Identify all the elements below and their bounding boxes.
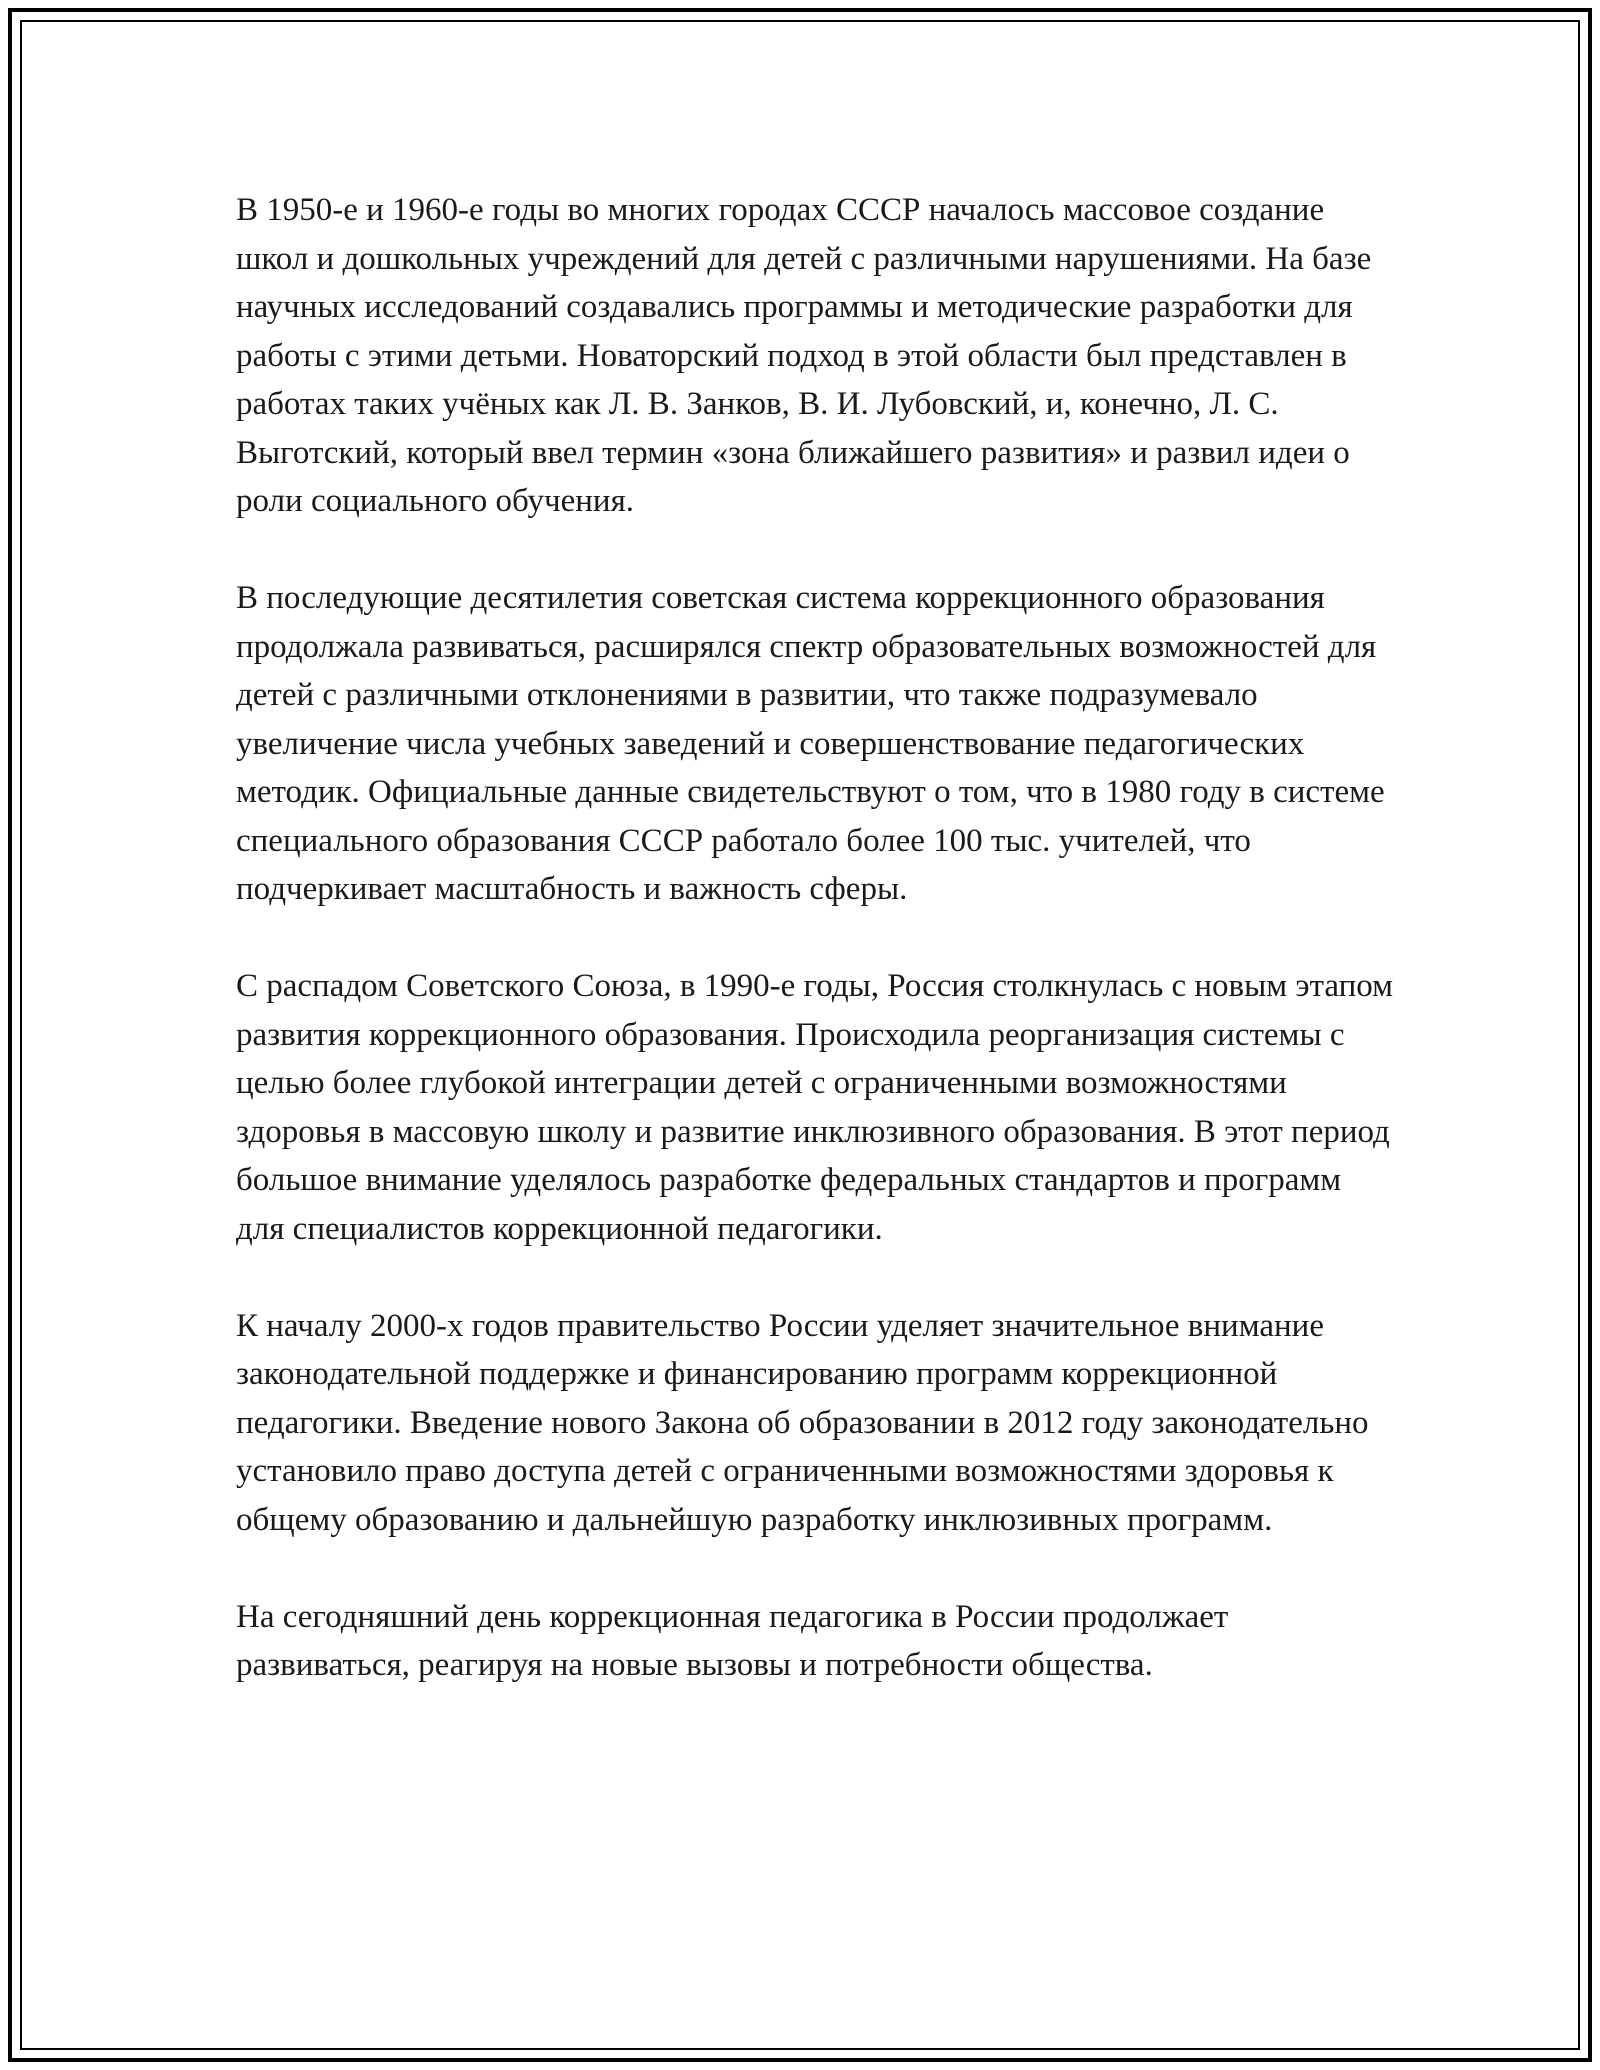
paragraph-1990s: С распадом Советского Союза, в 1990-е годы, Россия столкнулась с новым этапом развития коррекционного образования. Происходила реорганизация системы с целью более глубокой интеграции детей с ограниченными возможностями здоровья в массовую школу и развитие инклюзивного образования. В этот период большое внимание уделялось разработке федеральных стандартов и программ для специалистов коррекционной педагогики. <box>236 968 1394 1247</box>
paragraph-2000s: К началу 2000-х годов правительство России уделяет значительное внимание законодательной поддержке и финансированию программ коррекционной педагогики. Введение нового Закона об образовании в 2012 году законодательно установило право доступа детей с ограниченными возможностями здоровья к общему образованию и дальнейшую разработку инклюзивных программ. <box>236 1307 1369 1538</box>
paragraph-later-decades: В последующие десятилетия советская система коррекционного образования продолжала развиваться, расширялся спектр образовательных возможностей для детей с различными отклонениями в развитии, что также подразумевало увеличение числа учебных заведений и совершенствование педагогических методик. Официальные данные свидетельствуют о том, что в 1980 году в системе специального образования СССР работало более 100 тыс. учителей, что подчеркивает масштабность и важность сферы. <box>236 580 1385 907</box>
document-body <box>236 186 1396 1690</box>
paragraph-1950s-1960s: В 1950-е и 1960-е годы во многих городах СССР началось массовое создание школ и дошкольных учреждений для детей с различными нарушениями. На базе научных исследований создавались программы и методические разработки для работы с этими детьми. Новаторский подход в этой области был представлен в работах таких учёных как Л. В. Занков, В. И. Лубовский, и, конечно, Л. С. Выготский, который ввел термин «зона ближайшего развития» и развил идеи о роли социального обучения. <box>236 192 1372 519</box>
paragraph-present-day: На сегодняшний день коррекционная педагогика в России продолжает развиваться, реагируя на новые вызовы и потребности общества. <box>236 1598 1229 1683</box>
